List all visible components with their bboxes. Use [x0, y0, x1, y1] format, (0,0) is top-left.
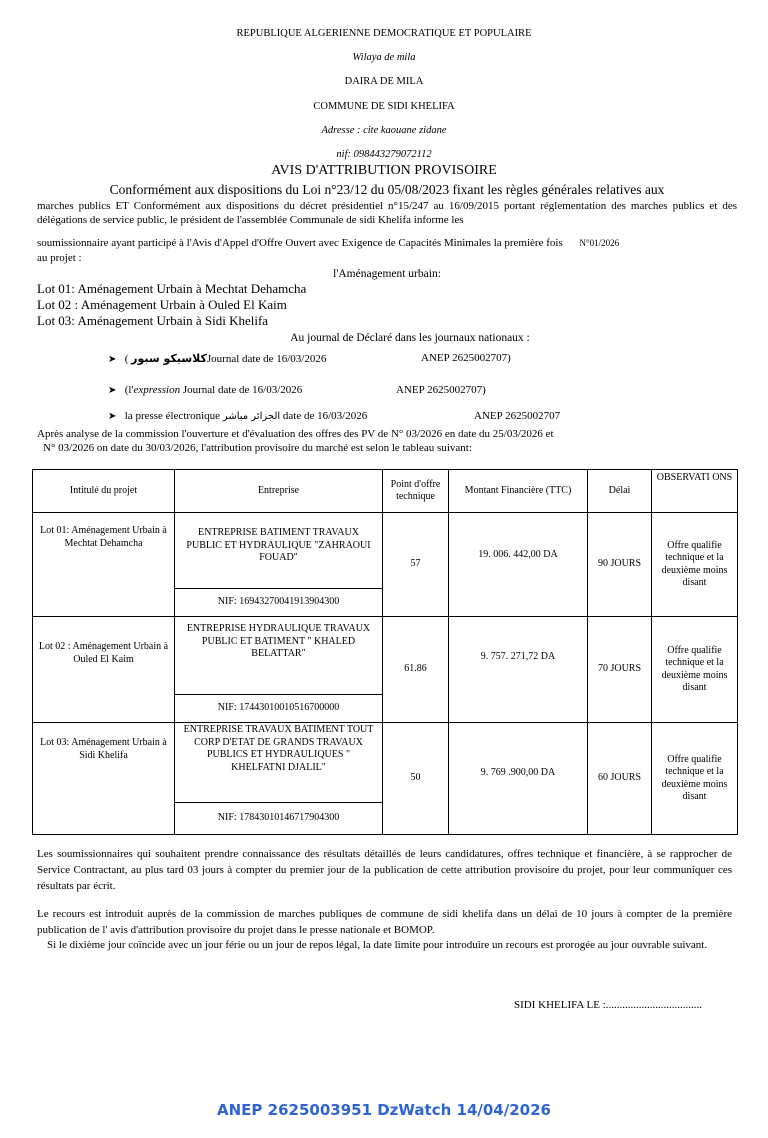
journal-arabic-name: كلاسيكو سبور [131, 352, 207, 365]
header-point: Point d'offre technique [383, 470, 449, 513]
cell-observations: Offre qualifie technique et la deuxième moins disant [652, 513, 738, 617]
cell-entreprise: ENTREPRISE HYDRAULIQUE TRAVAUX PUBLIC ET BATIMENT " KHALED BELATTAR" [175, 617, 383, 695]
cell-projet: Lot 02 : Aménagement Urbain à Ouled El Kaim [33, 617, 175, 723]
intro-line3-text: soumissionnaire ayant participé à l'Avis d'Appel d'Offre Ouvert avec Exigence de Capacités Minimales la première fois [37, 237, 563, 249]
page-title: AVIS D'ATTRIBUTION PROVISOIRE [271, 163, 497, 178]
analysis-line1: Après analyse de la commission l'ouverture et d'évaluation des offres des PV de N° 03/2026 en date du 25/03/2026 et [37, 428, 554, 440]
cell-delai: 90 JOURS [588, 513, 652, 617]
paragraph-results: Les soumissionnaires qui souhaitent prendre connaissance des résultats détaillés de leurs candidatures, offres technique et financière, à se rapprocher de Service Contractant, au plus tard 03 jours à compter du premier jour de la publication de cette attribution provisoire du projet, pour leur communiquer ces résultats par écrit. [37, 848, 732, 892]
analysis-line2: N° 03/2026 on date du 30/03/2026, l'attribution provisoire du marché est selon le tableau suivant: [43, 442, 472, 454]
lot-2: Lot 02 : Aménagement Urbain à Ouled El Kaim [37, 297, 287, 312]
signature-line: SIDI KHELIFA LE :................................... [514, 999, 703, 1011]
lot-3: Lot 03: Aménagement Urbain à Sidi Khelifa [37, 313, 269, 328]
table-row [33, 617, 738, 695]
cell-entreprise: ENTREPRISE BATIMENT TRAVAUX PUBLIC ET HYDRAULIQUE "ZAHRAOUI FOUAD" [175, 513, 383, 589]
header-wilaya: Wilaya de mila [352, 52, 416, 63]
project-title: l'Aménagement urbain: [333, 268, 441, 280]
cell-delai: 70 JOURS [588, 617, 652, 723]
header-projet: Intitulé du projet [33, 470, 175, 513]
journal-item-3: ➤ la presse électronique الجزائر مباشر date de 16/03/2026 ANEP 2625002707 [108, 410, 561, 422]
journal-arabic-name: الجزائر مباشر [222, 411, 281, 422]
results-table [32, 469, 738, 835]
intro-line2: marches publics ET Conformément aux dispositions du décret présidentiel n°15/247 au 16/09/2015 portant réglementation des marches publics et des délégations de service public, le président de l'assemblée Communale de sidi Khelifa informe les [37, 200, 737, 226]
cell-montant: 9. 769 .900,00 DA [449, 723, 588, 835]
cell-projet: Lot 01: Aménagement Urbain à Mechtat Dehamcha [33, 513, 175, 617]
cell-point: 61.86 [383, 617, 449, 723]
header-nif: nif: 098443279072112 [336, 149, 432, 160]
cell-montant: 19. 006. 442,00 DA [449, 513, 588, 617]
header-commune: COMMUNE DE SIDI KHELIFA [313, 101, 455, 112]
lot-1: Lot 01: Aménagement Urbain à Mechtat Dehamcha [37, 281, 307, 296]
header-daira: DAIRA DE MILA [344, 76, 424, 87]
journal-anep: ANEP 2625002707) [396, 384, 486, 396]
table-row [33, 723, 738, 803]
header-montant: Montant Financière (TTC) [449, 470, 588, 513]
header-observations: OBSERVATI ONS [652, 470, 738, 513]
arrow-bullet-icon: ➤ [108, 385, 117, 396]
cell-entreprise: ENTREPRISE TRAVAUX BATIMENT TOUT CORP D'ETAT DE GRANDS TRAVAUX PUBLICS ET HYDRAULIQUES " KHELFATNI DJALIL" [175, 723, 383, 803]
intro-line1: Conformément aux dispositions du Loi n°23/12 du 05/08/2023 fixant les règles générales relatives aux [109, 182, 665, 197]
cell-projet: Lot 03: Aménagement Urbain à Sidi Khelifa [33, 723, 175, 835]
header-entreprise: Entreprise [175, 470, 383, 513]
intro-line3-number: N°01/2026 [579, 238, 620, 248]
cell-point: 50 [383, 723, 449, 835]
intro-line4: au projet : [37, 252, 82, 264]
cell-montant: 9. 757. 271,72 DA [449, 617, 588, 723]
intro-line3 [37, 236, 737, 250]
arrow-bullet-icon: ➤ [108, 354, 117, 365]
table-row [33, 513, 738, 589]
cell-observations: Offre qualifie technique et la deuxième moins disant [652, 617, 738, 723]
journal-item-1: ➤ ( كلاسيكو سبورJournal date de 16/03/2026 ANEP 2625002707) [108, 352, 511, 365]
cell-nif: NIF: 169432700419139​04300 [175, 589, 383, 617]
cell-nif: NIF: 174430100105167​00000 [175, 695, 383, 723]
cell-point: 57 [383, 513, 449, 617]
arrow-bullet-icon: ➤ [108, 411, 117, 422]
journal-intro: Au journal de Déclaré dans les journaux nationaux : [290, 332, 530, 344]
paragraph-recours: Le recours est introduit auprès de la commission de marches publiques de commune de sidi khelifa dans un délai de 10 jours à compter de la première publication de l' avis d'attribution provisoire du projet dans le presse nationale et BOMOP. [37, 908, 732, 936]
journal-anep: ANEP 2625002707) [421, 352, 511, 364]
journal-anep: ANEP 2625002707 [474, 410, 561, 422]
paragraph-delai: Si le dixième jour coïncide avec un jour férie ou un jour de repos légal, la date limite pour introduire un recours est prorogée au jour ouvrable suivant. [47, 939, 708, 951]
cell-observations: Offre qualifie technique et la deuxième moins disant [652, 723, 738, 835]
header-delai: Délai [588, 470, 652, 513]
cell-nif: NIF: 178430101467179​04300 [175, 803, 383, 835]
footer-anep: ANEP 2625003951 DzWatch 14/04/2026 [217, 1101, 551, 1119]
table-header-row [33, 470, 738, 513]
header-address: Adresse : cite kaouane zidane [321, 125, 447, 136]
journal-item-2: ➤ (l'expression Journal date de 16/03/2026 ANEP 2625002707) [108, 384, 486, 396]
header-republic: REPUBLIQUE ALGERIENNE DEMOCRATIQUE ET POPULAIRE [236, 28, 532, 39]
cell-delai: 60 JOURS [588, 723, 652, 835]
